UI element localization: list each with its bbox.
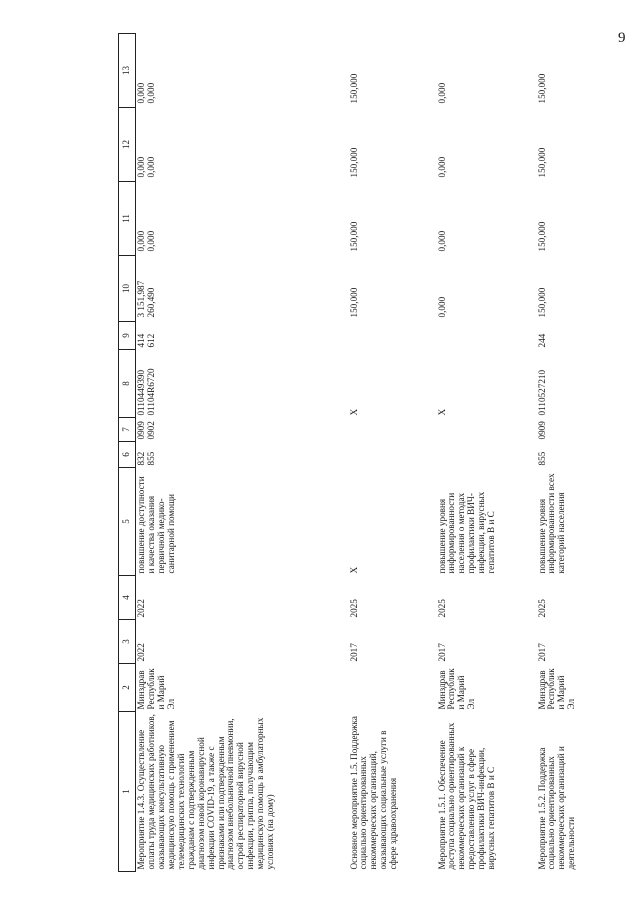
grbs-cell	[437, 442, 537, 468]
value-cell: 150,000	[348, 287, 359, 318]
value-cell: 150,000	[536, 147, 547, 178]
header-cell: 10	[119, 256, 136, 322]
measure-name-cell: Мероприятие 1.5.2. Поддержка социально ориентированных некоммерческих организаций и деятельности	[536, 746, 577, 870]
target-article-cell: Х	[348, 408, 359, 416]
grbs-cell: 832 855	[136, 451, 156, 466]
value-cell: 0,000	[436, 156, 447, 178]
target-article-cell: 0110449390 01104R6720	[136, 368, 156, 416]
end-year-cell: 2025	[348, 599, 359, 618]
header-row	[119, 34, 136, 872]
header-cell: 8	[119, 350, 136, 418]
header-cell: 4	[119, 576, 136, 620]
table-row	[537, 34, 597, 872]
expense-type-cell	[437, 322, 537, 350]
rotated-table-container	[118, 34, 628, 872]
end-year-cell: 2025	[436, 599, 447, 618]
executor-cell	[349, 664, 437, 712]
start-year-cell: 2017	[536, 643, 547, 662]
measure-name-cell: Мероприятие 1.5.1. Обеспечение доступа социально ориентированных некоммерческих организаций к предоставлению услуг в сфере профилактики ВИЧ-инфекции, вирусных гепатитов В и С	[436, 722, 497, 870]
section-cell: 0909 0902	[136, 421, 156, 440]
value-cell: 0,000 0,000	[136, 156, 156, 178]
value-cell: 150,000	[536, 73, 547, 104]
section-cell	[349, 418, 437, 442]
value-cell: 150,000	[348, 147, 359, 178]
result-cell: Х	[348, 566, 359, 574]
executor-cell: Минздрав Республики Марий Эл	[436, 668, 477, 710]
grbs-cell	[349, 442, 437, 468]
expense-type-cell: 414 612	[136, 333, 156, 348]
table-row	[136, 34, 349, 872]
section-cell: 0909	[536, 421, 547, 440]
result-cell: повышение уровня информированности населения о методах профилактики ВИЧ-инфекции, вирусных гепатитов В и С	[436, 491, 497, 574]
header-cell: 7	[119, 418, 136, 442]
value-cell: 3 151,987 260,490	[136, 280, 156, 318]
header-cell: 1	[119, 712, 136, 872]
header-cell: 2	[119, 664, 136, 712]
value-cell: 150,000	[536, 221, 547, 252]
value-cell: 0,000	[436, 296, 447, 318]
expense-type-cell: 244	[536, 333, 547, 348]
start-year-cell: 2017	[348, 643, 359, 662]
executor-cell: Минздрав Республики Марий Эл	[536, 668, 577, 710]
result-cell: повышение доступности и качества оказания первичной медико-санитарной помощи	[136, 476, 176, 574]
table-row	[437, 34, 537, 872]
table-row	[349, 34, 437, 872]
section-cell	[437, 418, 537, 442]
start-year-cell: 2017	[436, 643, 447, 662]
start-year-cell: 2022	[136, 643, 146, 662]
value-cell: 150,000	[536, 287, 547, 318]
measure-name-cell: Мероприятие 1.4.3. Осуществление оплаты труда медицинских работников, оказывающих консультативную медицинскую помощь с применением телемедицинских технологий гражданам с подтвержденным диагнозом новой коронавирусной инфекции COVID-19, а также с признаками или подтвержденным диагнозом внебольничной пневмонии, острой респираторной вирусной инфекции, гриппа, получающим медицинскую помощь в амбулаторных условиях (на дому)	[136, 714, 276, 870]
header-cell: 6	[119, 442, 136, 468]
value-cell: 0,000	[436, 230, 447, 252]
header-cell: 5	[119, 468, 136, 576]
value-cell: 0,000 0,000	[136, 82, 156, 104]
value-cell: 0,000 0,000	[136, 230, 156, 252]
page-number: 9	[618, 30, 626, 46]
end-year-cell: 2022	[136, 599, 146, 618]
expense-type-cell	[349, 322, 437, 350]
target-article-cell: 0110527210	[536, 369, 547, 416]
value-cell: 150,000	[348, 73, 359, 104]
executor-cell: Минздрав Республики Марий Эл	[136, 668, 176, 710]
header-cell: 13	[119, 34, 136, 108]
measures-table	[118, 33, 597, 872]
result-cell: повышение уровня информированности всех категорий населения	[536, 473, 567, 574]
grbs-cell: 855	[536, 451, 547, 466]
end-year-cell: 2025	[536, 599, 547, 618]
header-cell: 12	[119, 108, 136, 182]
measure-name-cell: Основное мероприятие 1.5. Поддержка социально ориентированных некоммерческих организаций, оказывающих социальные услуги в сфере здравоохранения	[348, 716, 399, 870]
target-article-cell: Х	[436, 408, 447, 416]
header-cell: 3	[119, 620, 136, 664]
value-cell: 150,000	[348, 221, 359, 252]
value-cell: 0,000	[436, 82, 447, 104]
header-cell: 11	[119, 182, 136, 256]
header-cell: 9	[119, 322, 136, 350]
